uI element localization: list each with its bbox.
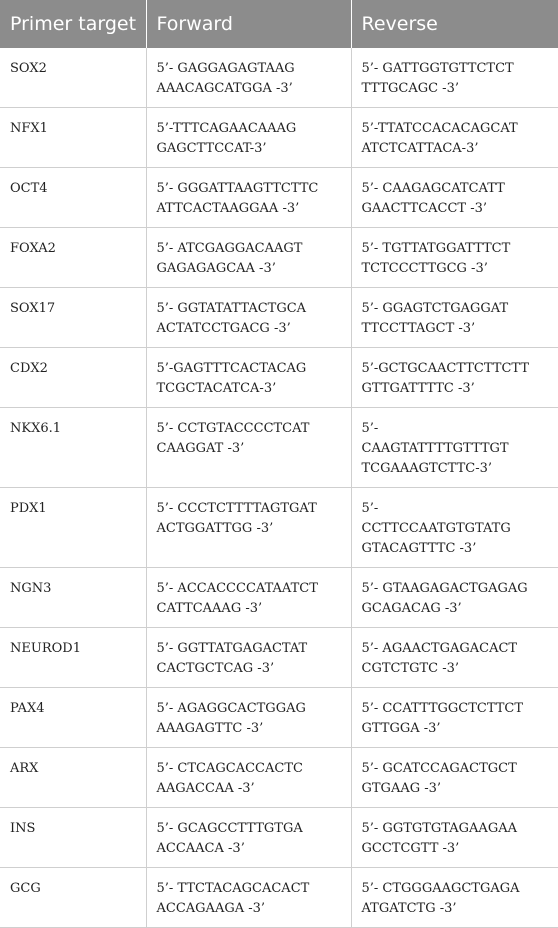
forward-sequence-line: CATTCAAAG -3’ xyxy=(156,601,263,616)
reverse-sequence-cell xyxy=(351,288,558,348)
forward-sequence-line: GAGCTTCCAT-3’ xyxy=(156,141,267,156)
reverse-sequence-cell xyxy=(351,628,558,688)
table-row xyxy=(0,48,558,108)
table-row xyxy=(0,408,558,488)
forward-sequence-cell xyxy=(146,228,351,288)
forward-sequence-line: 5’- CCCTCTTTTAGTGAT xyxy=(156,501,317,516)
forward-sequence-line: 5’- CTCAGCACCACTC xyxy=(156,761,303,776)
forward-sequence-line: TCGCTACATCA-3’ xyxy=(156,381,277,396)
reverse-sequence-line: 5’- GCATCCAGACTGCT xyxy=(361,761,517,776)
forward-sequence-line: CAAGGAT -3’ xyxy=(156,441,245,456)
forward-sequence-cell xyxy=(146,488,351,568)
reverse-sequence-line: GTACAGTTTC -3’ xyxy=(361,541,477,556)
reverse-sequence-cell xyxy=(351,688,558,748)
reverse-sequence-line: 5’- TGTTATGGATTTCT xyxy=(361,241,511,256)
reverse-sequence-cell xyxy=(351,228,558,288)
reverse-sequence-line: 5’- CTGGGAAGCTGAGA xyxy=(361,881,520,896)
forward-sequence-line: 5’- GCAGCCTTTGTGA xyxy=(156,821,303,836)
forward-sequence-cell xyxy=(146,628,351,688)
reverse-sequence-cell xyxy=(351,748,558,808)
forward-sequence-cell xyxy=(146,688,351,748)
primer-target-cell: PAX4 xyxy=(0,688,146,748)
reverse-sequence-line: 5’- CAAGAGCATCATT xyxy=(361,181,505,196)
primer-target-cell: FOXA2 xyxy=(0,228,146,288)
reverse-sequence-cell xyxy=(351,808,558,868)
table-row xyxy=(0,348,558,408)
table-row xyxy=(0,108,558,168)
forward-sequence-line: 5’- TTCTACAGCACACT xyxy=(156,881,310,896)
table-row xyxy=(0,288,558,348)
primer-target-cell: INS xyxy=(0,808,146,868)
forward-sequence-line: ACCAGAAGA -3’ xyxy=(156,901,266,916)
forward-sequence-cell xyxy=(146,568,351,628)
primer-target-cell: NFX1 xyxy=(0,108,146,168)
reverse-sequence-line: 5’- GATTGGTGTTCTCT xyxy=(361,61,514,76)
table-row xyxy=(0,628,558,688)
reverse-sequence-line: TCTCCCTTGCG -3’ xyxy=(361,261,488,276)
header-row xyxy=(0,0,558,48)
primer-target-cell: PDX1 xyxy=(0,488,146,568)
reverse-sequence-cell xyxy=(351,48,558,108)
reverse-sequence-line: 5’- GTAAGAGACTGAGAG xyxy=(361,581,528,596)
reverse-sequence-line: 5’- CCATTTGGCTCTTCT xyxy=(361,701,524,716)
primer-target-cell: OCT4 xyxy=(0,168,146,228)
reverse-sequence-cell xyxy=(351,108,558,168)
table-row xyxy=(0,568,558,628)
reverse-sequence-line: 5’- xyxy=(361,421,379,436)
primer-target-cell: NKX6.1 xyxy=(0,408,146,488)
forward-sequence-line: 5’- GAGGAGAGTAAG xyxy=(156,61,295,76)
reverse-sequence-cell xyxy=(351,868,558,928)
forward-sequence-cell xyxy=(146,168,351,228)
header-reverse: Reverse xyxy=(351,0,558,48)
forward-sequence-line: 5’- CCTGTACCCCTCAT xyxy=(156,421,310,436)
table-row xyxy=(0,808,558,868)
reverse-sequence-cell xyxy=(351,348,558,408)
forward-sequence-line: ACCAACA -3’ xyxy=(156,841,245,856)
forward-sequence-line: 5’- ACCACCCCATAATCT xyxy=(156,581,318,596)
primer-target-cell: SOX17 xyxy=(0,288,146,348)
forward-sequence-cell xyxy=(146,868,351,928)
reverse-sequence-line: 5’- GGTGTGTAGAAGAA xyxy=(361,821,517,836)
primer-target-cell: NEUROD1 xyxy=(0,628,146,688)
reverse-sequence-line: ATGATCTG -3’ xyxy=(361,901,457,916)
reverse-sequence-line: CGTCTGTC -3’ xyxy=(361,661,460,676)
reverse-sequence-line: 5’-GCTGCAACTTCTTCTT xyxy=(361,361,529,376)
forward-sequence-line: GAGAGAGCAA -3’ xyxy=(156,261,276,276)
primer-target-cell: NGN3 xyxy=(0,568,146,628)
primer-target-cell: GCG xyxy=(0,868,146,928)
reverse-sequence-cell xyxy=(351,568,558,628)
forward-sequence-cell xyxy=(146,748,351,808)
table-row xyxy=(0,748,558,808)
reverse-sequence-line: GTTGATTTTC -3’ xyxy=(361,381,475,396)
forward-sequence-line: AAACAGCATGGA -3’ xyxy=(156,81,293,96)
header-primer-target: Primer target xyxy=(0,0,146,48)
header-forward: Forward xyxy=(146,0,351,48)
reverse-sequence-cell xyxy=(351,168,558,228)
table-row xyxy=(0,688,558,748)
reverse-sequence-line: ATCTCATTACA-3’ xyxy=(361,141,479,156)
reverse-sequence-line: 5’- xyxy=(361,501,379,516)
forward-sequence-line: 5’-TTTCAGAACAAAG xyxy=(156,121,297,136)
reverse-sequence-line: TTCCTTAGCT -3’ xyxy=(361,321,476,336)
forward-sequence-line: 5’- GGGATTAAGTTCTTC xyxy=(156,181,319,196)
table-row xyxy=(0,488,558,568)
forward-sequence-cell xyxy=(146,48,351,108)
reverse-sequence-line: TCGAAAGTCTTC-3’ xyxy=(361,461,492,476)
reverse-sequence-cell xyxy=(351,488,558,568)
forward-sequence-cell xyxy=(146,408,351,488)
table-row xyxy=(0,168,558,228)
forward-sequence-line: 5’- GGTATATTACTGCA xyxy=(156,301,307,316)
forward-sequence-line: 5’-GAGTTTCACTACAG xyxy=(156,361,307,376)
primer-target-cell: CDX2 xyxy=(0,348,146,408)
forward-sequence-line: ACTATCCTGACG -3’ xyxy=(156,321,291,336)
forward-sequence-line: AAAGAGTTC -3’ xyxy=(156,721,264,736)
forward-sequence-line: AAGACCAA -3’ xyxy=(156,781,255,796)
reverse-sequence-line: GAACTTCACCT -3’ xyxy=(361,201,488,216)
primer-target-cell: ARX xyxy=(0,748,146,808)
reverse-sequence-line: GTGAAG -3’ xyxy=(361,781,442,796)
reverse-sequence-line: 5’- AGAACTGAGACACT xyxy=(361,641,518,656)
table-row xyxy=(0,228,558,288)
forward-sequence-line: ATTCACTAAGGAA -3’ xyxy=(156,201,300,216)
forward-sequence-line: ACTGGATTGG -3’ xyxy=(156,521,274,536)
forward-sequence-line: 5’- GGTTATGAGACTAT xyxy=(156,641,308,656)
reverse-sequence-line: GCAGACAG -3’ xyxy=(361,601,462,616)
reverse-sequence-line: 5’-TTATCCACACAGCAT xyxy=(361,121,518,136)
forward-sequence-cell xyxy=(146,808,351,868)
forward-sequence-cell xyxy=(146,108,351,168)
reverse-sequence-line: CAAGTATTTTGTTTGT xyxy=(361,441,509,456)
reverse-sequence-line: CCTTCCAATGTGTATG xyxy=(361,521,511,536)
reverse-sequence-cell xyxy=(351,408,558,488)
primer-target-cell: SOX2 xyxy=(0,48,146,108)
reverse-sequence-line: 5’- GGAGTCTGAGGAT xyxy=(361,301,509,316)
forward-sequence-line: CACTGCTCAG -3’ xyxy=(156,661,275,676)
table-row xyxy=(0,868,558,928)
forward-sequence-line: 5’- AGAGGCACTGGAG xyxy=(156,701,306,716)
reverse-sequence-line: TTTGCAGC -3’ xyxy=(361,81,459,96)
reverse-sequence-line: GCCTCGTT -3’ xyxy=(361,841,460,856)
forward-sequence-cell xyxy=(146,348,351,408)
forward-sequence-line: 5’- ATCGAGGACAAGT xyxy=(156,241,303,256)
forward-sequence-cell xyxy=(146,288,351,348)
reverse-sequence-line: GTTGGA -3’ xyxy=(361,721,441,736)
